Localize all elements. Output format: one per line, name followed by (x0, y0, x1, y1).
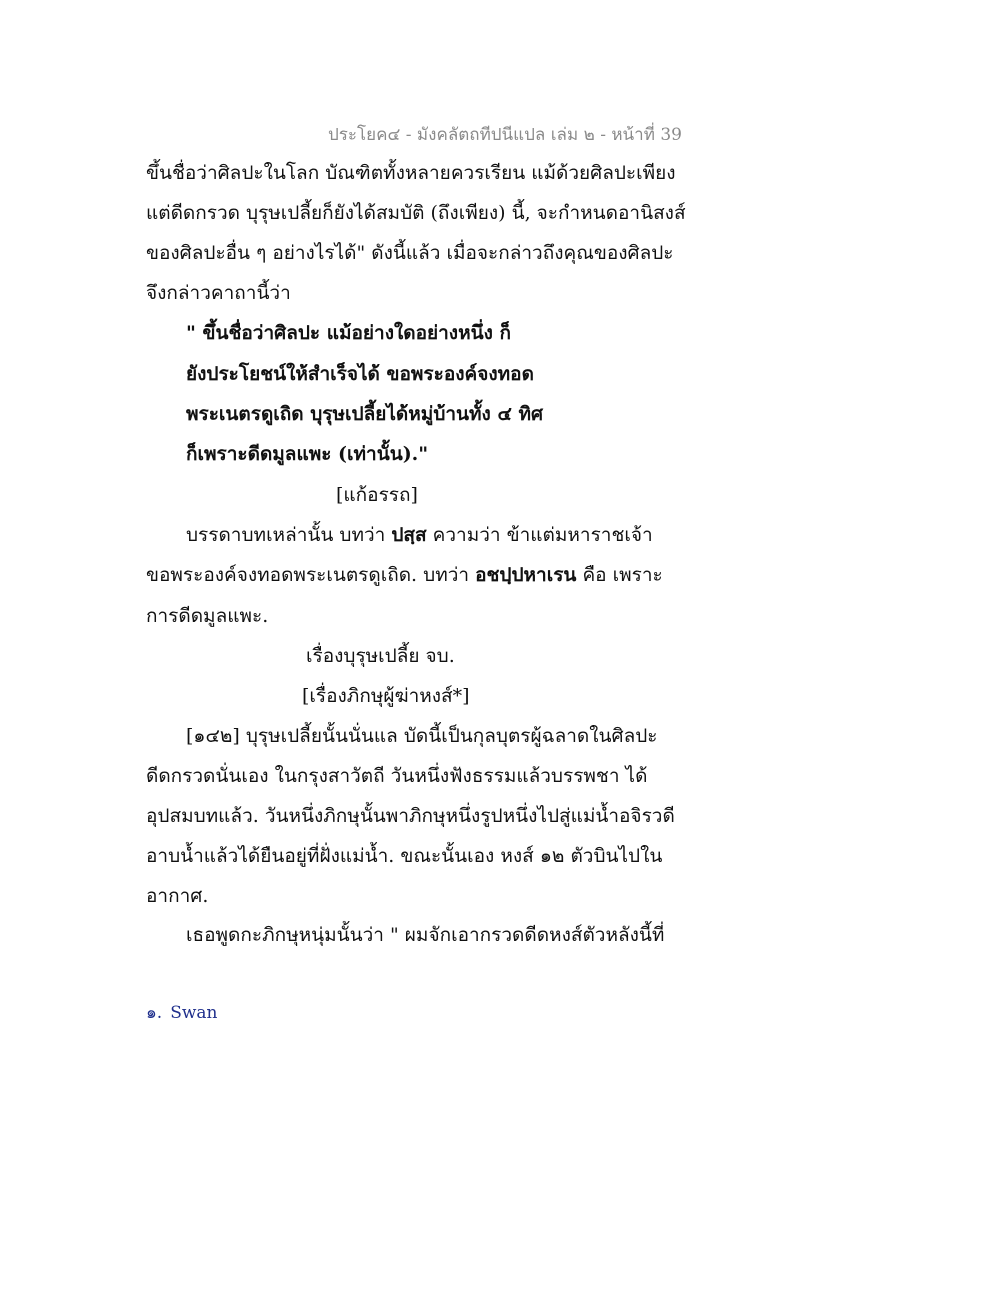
story-end: เรื่องบุรุษเปลี้ย จบ. (306, 645, 455, 667)
gloss-term: ปสฺส (391, 524, 427, 546)
paragraph-line: อากาศ. (146, 885, 209, 907)
gloss-text: ความว่า ข้าแต่มหาราชเจ้า (426, 524, 653, 546)
paragraph-line: ของศิลปะอื่น ๆ อย่างไรได้" ดังนี้แล้ว เมื่อจะกล่าวถึงคุณของศิลปะ (146, 242, 674, 264)
paragraph-line: อาบน้ำแล้วได้ยืนอยู่ที่ฝั่งแม่น้ำ. ขณะนั้นเอง หงส์ ๑๒ ตัวบินไปใน (146, 845, 663, 867)
paragraph-line: ขึ้นชื่อว่าศิลปะในโลก บัณฑิตทั้งหลายควรเรียน แม้ด้วยศิลปะเพียง (146, 162, 676, 184)
verse-line: " ขึ้นชื่อว่าศิลปะ แม้อย่างใดอย่างหนึ่ง ก็ (186, 322, 511, 344)
gloss-text: คือ เพราะ (576, 564, 663, 586)
gloss-text: บรรดาบทเหล่านั้น บทว่า (186, 524, 392, 546)
paragraph-line: เธอพูดกะภิกษุหนุ่มนั้นว่า " ผมจักเอากรวดดีดหงส์ตัวหลังนี้ที่ (186, 924, 665, 946)
gloss-line: การดีดมูลแพะ. (146, 605, 269, 627)
story-title: [เรื่องภิกษุผู้ฆ่าหงส์*] (302, 685, 470, 707)
page-header: ประโยค๔ - มังคลัตถทีปนีแปล เล่ม ๒ - หน้าที่ 39 (328, 125, 682, 145)
paragraph-line: จึงกล่าวคาถานี้ว่า (146, 282, 291, 304)
footnote-text: Swan (170, 1003, 218, 1023)
paragraph-line: ดีดกรวดนั่นเอง ในกรุงสาวัตถี วันหนึ่งฟังธรรมแล้วบรรพชา ได้ (146, 765, 648, 787)
paragraph-line: แต่ดีดกรวด บุรุษเปลี้ยก็ยังได้สมบัติ (ถึงเพียง) นี้, จะกำหนดอานิสงส์ (146, 202, 686, 224)
gloss-line (146, 562, 663, 588)
gloss-title: [แก้อรรถ] (336, 484, 418, 506)
paragraph-line: [๑๔๒] บุรุษเปลี้ยนั้นนั่นแล บัดนี้เป็นกุลบุตรผู้ฉลาดในศิลปะ (186, 725, 658, 747)
footnote (146, 1000, 217, 1026)
paragraph-line: อุปสมบทแล้ว. วันหนึ่งภิกษุนั้นพาภิกษุหนึ่งรูปหนึ่งไปสู่แม่น้ำอจิรวดี (146, 805, 675, 827)
verse-line: ยังประโยชน์ให้สำเร็จได้ ขอพระองค์จงทอด (186, 363, 534, 385)
verse-line: ก็เพราะดีดมูลแพะ (เท่านั้น)." (186, 443, 429, 465)
gloss-term: อชปฺปหาเรน (475, 564, 577, 586)
gloss-line (186, 522, 653, 548)
verse-line: พระเนตรดูเถิด บุรุษเปลี้ยได้หมู่บ้านทั้ง ๔ ทิศ (186, 403, 544, 425)
footnote-number: ๑. (146, 1003, 163, 1023)
gloss-text: ขอพระองค์จงทอดพระเนตรดูเถิด. บทว่า (146, 564, 476, 586)
